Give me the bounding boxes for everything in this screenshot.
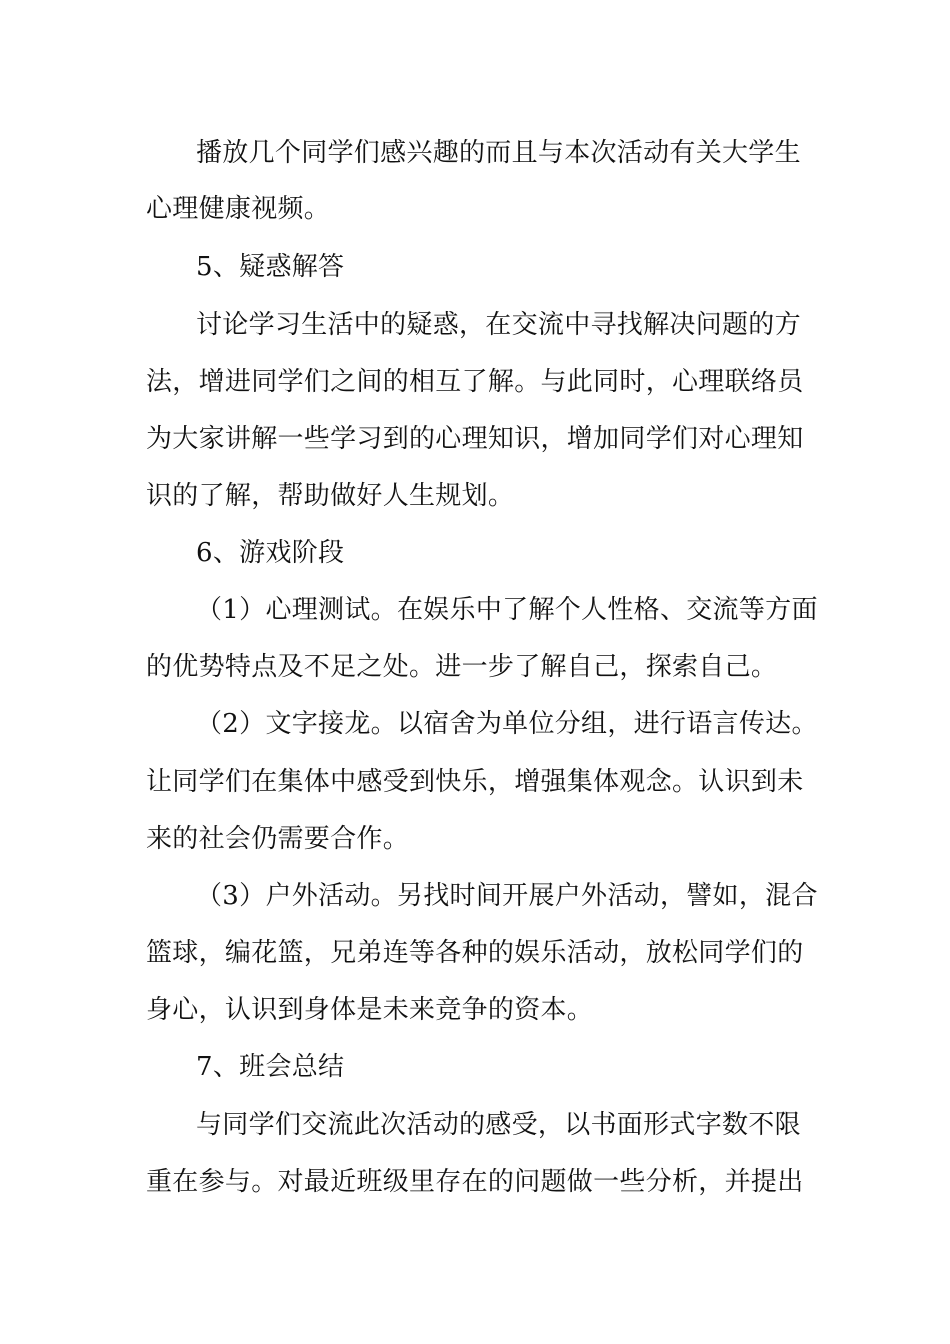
paragraph-line: 播放几个同学们感兴趣的而且与本次活动有关大学生 — [196, 138, 801, 168]
paragraph-line: 让同学们在集体中感受到快乐，增强集体观念。认识到未 — [146, 767, 804, 797]
paragraph-line: 重在参与。对最近班级里存在的问题做一些分析，并提出 — [146, 1167, 804, 1197]
section-heading-5: 5、疑惑解答 — [196, 252, 345, 282]
paragraph-line: 心理健康视频。 — [146, 194, 331, 224]
paragraph-line: 身心，认识到身体是未来竞争的资本。 — [146, 995, 594, 1025]
paragraph-line: 法，增进同学们之间的相互了解。与此同时，心理联络员 — [146, 367, 804, 397]
paragraph-line: 来的社会仍需要合作。 — [146, 824, 410, 854]
paragraph-line: 篮球，编花篮，兄弟连等各种的娱乐活动，放松同学们的 — [146, 938, 804, 968]
paragraph-line: 识的了解，帮助做好人生规划。 — [146, 481, 515, 511]
paragraph-line: （3）户外活动。另找时间开展户外活动，譬如，混合 — [196, 881, 818, 911]
paragraph-line: （2）文字接龙。以宿舍为单位分组，进行语言传达。 — [196, 709, 818, 739]
section-heading-7: 7、班会总结 — [196, 1052, 345, 1082]
paragraph-line: 为大家讲解一些学习到的心理知识，增加同学们对心理知 — [146, 424, 804, 454]
paragraph-line: 与同学们交流此次活动的感受，以书面形式字数不限 — [196, 1110, 801, 1140]
paragraph-line: （1）心理测试。在娱乐中了解个人性格、交流等方面 — [196, 595, 818, 625]
section-heading-6: 6、游戏阶段 — [196, 538, 345, 568]
paragraph-line: 的优势特点及不足之处。进一步了解自己，探索自己。 — [146, 652, 778, 682]
paragraph-line: 讨论学习生活中的疑惑，在交流中寻找解决问题的方 — [196, 310, 801, 340]
